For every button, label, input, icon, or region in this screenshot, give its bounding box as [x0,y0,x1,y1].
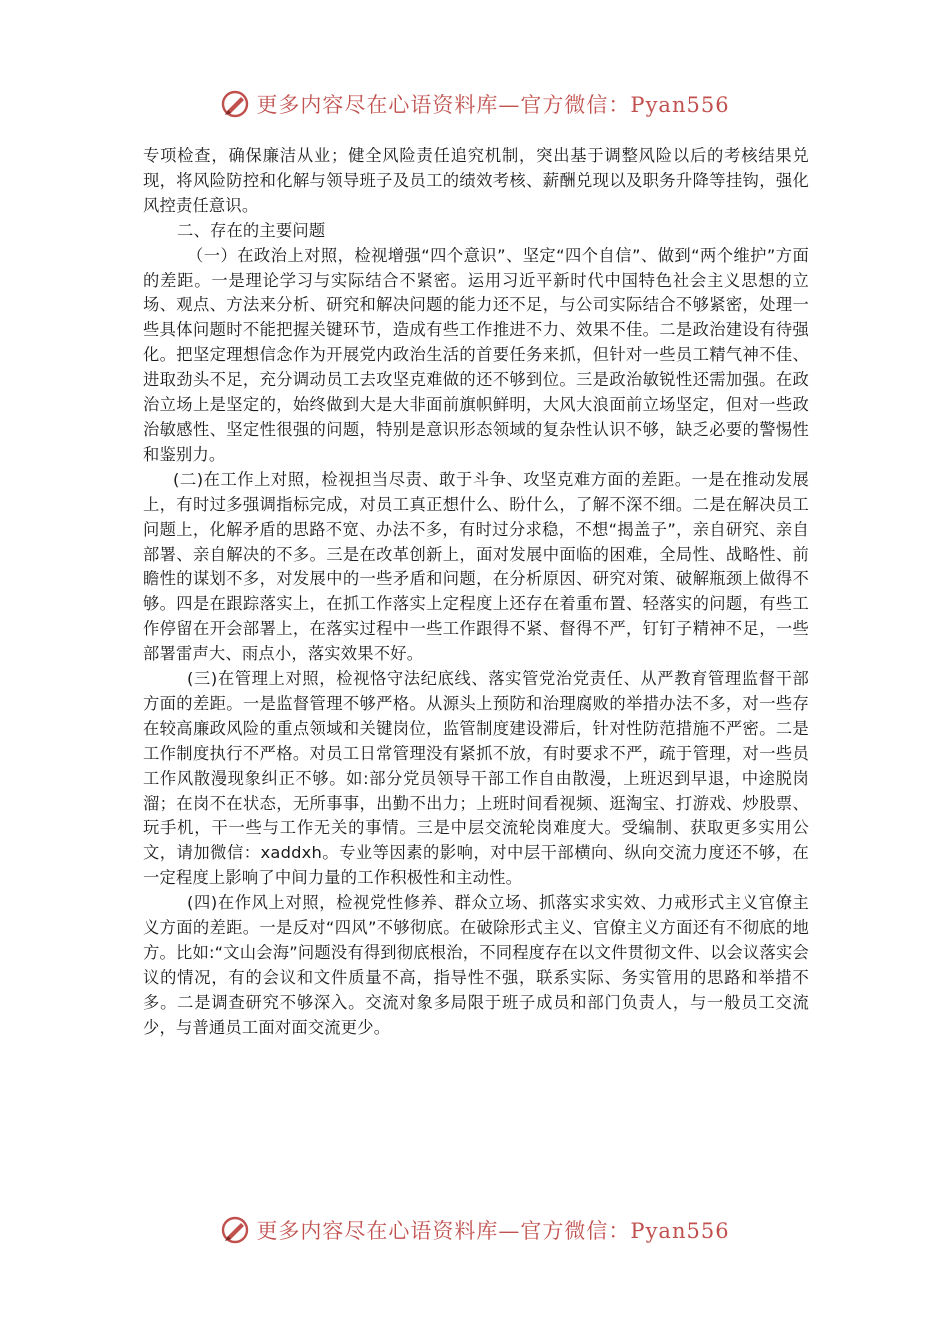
banner-text: 更多内容尽在心语资料库—官方微信：Pyan556 [256,93,730,117]
paragraph-work: (二)在工作上对照，检视担当尽责、敢于斗争、攻坚克难方面的差距。一是在推动发展上，有时过多强调指标完成，对员工真正想什么、盼什么，了解不深不细。二是在解决员工问题上，化解矛盾的思路不宽、办法不多，有时过分求稳，不想“揭盖子”，亲自研究、亲自部署、亲自解决的不多。三是在改革创新上，面对发展中面临的困难，全局性、战略性、前瞻性的谋划不多，对发展中的一些矛盾和问题，在分析原因、研究对策、破解瓶颈上做得不够。四是在跟踪落实上，在抓工作落实上定程度上还存在着重布置、轻落实的问题，有些工作停留在开会部署上，在落实过程中一些工作跟得不紧、督得不严，钉钉子精神不足，一些部署雷声大、雨点小，落实效果不好。 [143,469,809,664]
paragraph-style: (四)在作风上对照，检视党性修养、群众立场、抓落实求实效、力戒形式主义官僚主义方面的差距。一是反对“四风”不够彻底。在破除形式主义、官僚主义方面还有不彻底的地方。比如:“文山会海”问题没有得到彻底根治，不同程度存在以文件贯彻文件、以会议落实会议的情况，有的会议和文件质量不高，指导性不强，联系实际、务实管用的思路和举措不多。二是调查研究不够深入。交流对象多局限于班子成员和部门负责人，与一般员工交流少，与普通员工面对面交流更少。 [143,893,809,1037]
document-body [143,144,809,1041]
pen-logo-icon [220,89,250,119]
paragraph-management: (三)在管理上对照，检视恪守法纪底线、落实管党治党责任、从严教育管理监督干部方面的差距。一是监督管理不够严格。从源头上预防和治理腐败的举措办法不多，对一些存在较高廉政风险的重点领域和关键岗位，监管制度建设滞后，针对性防范措施不严密。二是工作制度执行不严格。对员工日常管理没有紧抓不放，有时要求不严，疏于管理，对一些员工作风散漫现象纠正不够。如:部分党员领导干部工作自由散漫，上班迟到早退，中途脱岗溜；在岗不在状态，无所事事，出勤不出力；上班时间看视频、逛淘宝、打游戏、炒股票、玩手机，干一些与工作无关的事情。三是中层交流轮岗难度大。受编制、获取更多实用公文，请加微信：xaddxh。专业等因素的影响，对中层干部横向、纵向交流力度还不够，在一定程度上影响了中间力量的工作积极性和主动性。 [143,669,809,888]
paragraph-intro: 专项检查，确保廉洁从业；健全风险责任追究机制，突出基于调整风险以后的考核结果兑现，将风险防控和化解与领导班子及员工的绩效考核、薪酬兑现以及职务升降等挂钩，强化风控责任意识。 [143,146,809,215]
footer-banner [0,1210,950,1250]
header-banner [0,84,950,124]
pen-logo-icon [220,1215,250,1245]
banner-text: 更多内容尽在心语资料库—官方微信：Pyan556 [256,1219,730,1243]
paragraph-political: （一）在政治上对照，检视增强“四个意识”、坚定“四个自信”、做到“两个维护”方面的差距。一是理论学习与实际结合不紧密。运用习近平新时代中国特色社会主义思想的立场、观点、方法来分析、研究和解决问题的能力还不足，与公司实际结合不够紧密，处理一些具体问题时不能把握关键环节，造成有些工作推进不力、效果不佳。二是政治建设有待强化。把坚定理想信念作为开展党内政治生活的首要任务来抓，但针对一些员工精气神不佳、进取劲头不足，充分调动员工去攻坚克难做的还不够到位。三是政治敏锐性还需加强。在政治立场上是坚定的，始终做到大是大非面前旗帜鲜明，大风大浪面前立场坚定，但对一些政治敏感性、坚定性很强的问题，特别是意识形态领域的复杂性认识不够，缺乏必要的警惕性和鉴别力。 [143,245,809,464]
section-heading: 二、存在的主要问题 [177,220,326,240]
